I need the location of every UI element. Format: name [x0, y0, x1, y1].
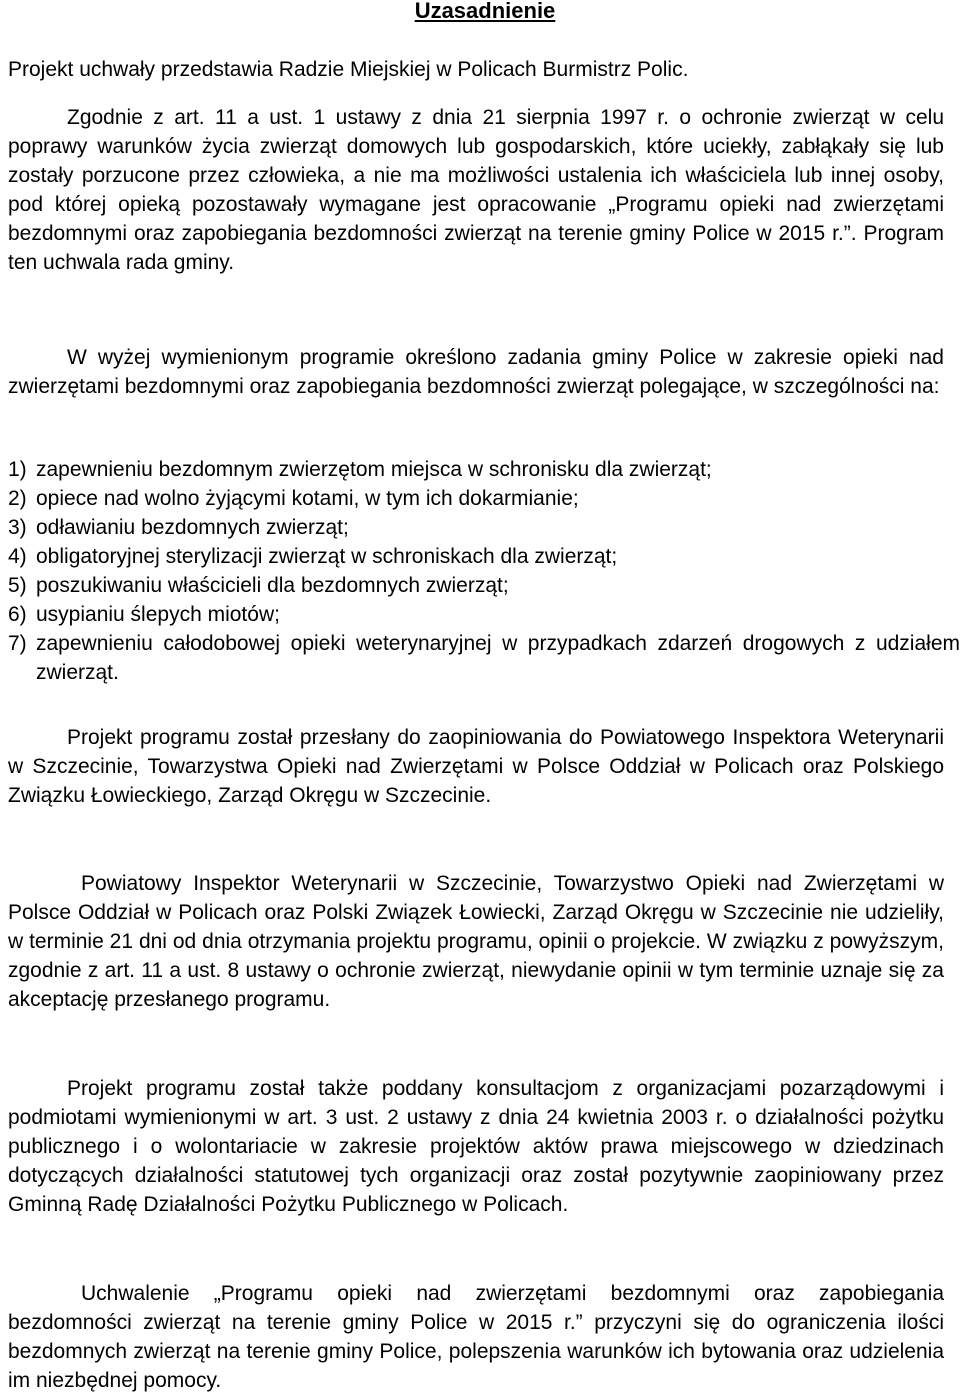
list-item	[8, 513, 960, 542]
list-item	[8, 484, 960, 513]
list-item-number: 5)	[8, 574, 27, 597]
list-item	[8, 629, 960, 687]
intro-paragraph: Projekt uchwały przedstawia Radzie Miejskiej w Policach Burmistrz Polic.	[8, 58, 689, 81]
legal-basis-paragraph: Zgodnie z art. 11 a ust. 1 ustawy z dnia 21 sierpnia 1997 r. o ochronie zwierząt w celu poprawy warunków życia zwierząt domowych lub gospodarskich, które uciekły, zabłąkały się lub zostały porzucone przez człowieka, a nie ma możliwości ustalenia ich właściciela lub innej osoby, pod której opieką pozostawały wymagane jest opracowanie „Programu opieki nad zwierzętami bezdomnymi oraz zapobiegania bezdomności zwierząt na terenie gminy Police w 2015 r.”. Program ten uchwala rada gminy.	[8, 106, 944, 274]
program-tasks-intro: W wyżej wymienionym programie określono zadania gminy Police w zakresie opieki nad zwierzętami bezdomnymi oraz zapobiegania bezdomności zwierząt polegające, w szczególności na:	[8, 346, 944, 398]
list-item-number: 1)	[8, 458, 27, 481]
list-item-text: zapewnieniu bezdomnym zwierzętom miejsca w schronisku dla zwierząt;	[36, 458, 712, 481]
list-item-text: obligatoryjnej sterylizacji zwierząt w schroniskach dla zwierząt;	[36, 545, 618, 568]
list-item-number: 7)	[8, 632, 27, 655]
list-item	[8, 600, 960, 629]
list-item-text: poszukiwaniu właścicieli dla bezdomnych zwierząt;	[36, 574, 509, 597]
ngo-consultation-paragraph: Projekt programu został także poddany konsultacjom z organizacjami pozarządowymi i podmiotami wymienionymi w art. 3 ust. 2 ustawy z dnia 24 kwietnia 2003 r. o działalności pożytku publicznego i o wolontariacie w zakresie projektów aktów prawa miejscowego w dziedzinach dotyczących działalności statutowej tych organizacji oraz został pozytywnie zaopiniowany przez Gminną Radę Działalności Pożytku Publicznego w Policach.	[8, 1077, 944, 1216]
consultation-paragraph: Projekt programu został przesłany do zaopiniowania do Powiatowego Inspektora Weterynarii w Szczecinie, Towarzystwa Opieki nad Zwierzętami w Polsce Oddział w Policach oraz Polskiego Związku Łowieckiego, Zarząd Okręgu w Szczecinie.	[8, 726, 944, 807]
no-opinion-paragraph: Powiatowy Inspektor Weterynarii w Szczecinie, Towarzystwo Opieki nad Zwierzętami w Polsce Oddział w Policach oraz Polski Związek Łowiecki, Zarząd Okręgu w Szczecinie nie udzieliły, w terminie 21 dni od dnia otrzymania projektu programu, opinii o projekcie. W związku z powyższym, zgodnie z art. 11 a ust. 8 ustawy o ochronie zwierząt, niewydanie opinii w tym terminie uznaje się za akceptację przesłanego programu.	[8, 872, 944, 1011]
list-item-number: 6)	[8, 603, 27, 626]
list-item	[8, 571, 960, 600]
list-item-number: 3)	[8, 516, 27, 539]
list-item	[8, 455, 960, 484]
list-item-number: 4)	[8, 545, 27, 568]
conclusion-paragraph: Uchwalenie „Programu opieki nad zwierzętami bezdomnymi oraz zapobiegania bezdomności zwierząt na terenie gminy Police w 2015 r.” przyczyni się do ograniczenia ilości bezdomnych zwierząt na terenie gminy Police, polepszenia warunków ich bytowania oraz udzielenia im niezbędnej pomocy.	[8, 1282, 944, 1392]
task-list	[8, 455, 960, 687]
list-item-text: usypianiu ślepych miotów;	[36, 603, 280, 626]
document-title: Uzasadnienie	[414, 0, 556, 23]
list-item-text: zapewnieniu całodobowej opieki weterynaryjnej w przypadkach zdarzeń drogowych z udziałem zwierząt.	[36, 632, 960, 684]
list-item-text: odławianiu bezdomnych zwierząt;	[36, 516, 349, 539]
list-item-text: opiece nad wolno żyjącymi kotami, w tym ich dokarmianie;	[36, 487, 579, 510]
list-item-number: 2)	[8, 487, 27, 510]
list-item	[8, 542, 960, 571]
